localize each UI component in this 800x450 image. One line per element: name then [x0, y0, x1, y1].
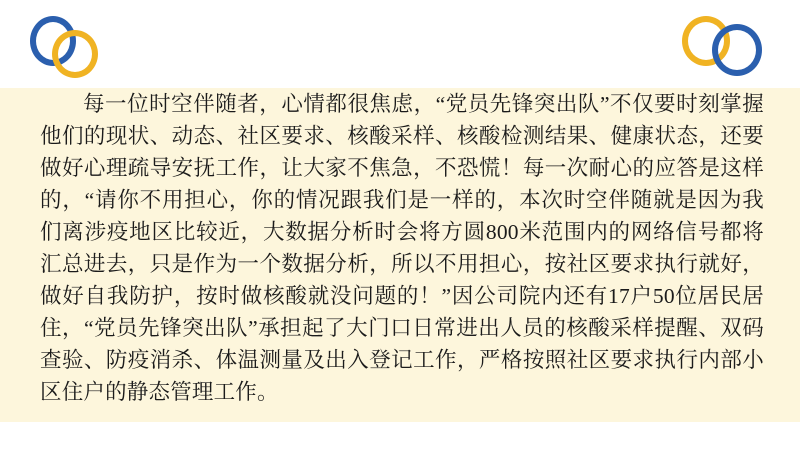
slide-body-paragraph: 每一位时空伴随者，心情都很焦虑，“党员先锋突出队”不仅要时刻掌握他们的现状、动态、社区要求、核酸采样、核酸检测结果、健康状态，还要做好心理疏导安抚工作，让大家不焦急，不恐慌！每一次耐心的应答是这样的，“请你不用担心，你的情况跟我们是一样的，本次时空伴随就是因为我们离涉疫地区比较近，大数据分析时会将方圆800米范围内的网络信号都将汇总进去，只是作为一个数据分析，所以不用担心，按社区要求执行就好，做好自我防护，按时做核酸就没问题的！”因公司院内还有17户50位居民居住，“党员先锋突出队”承担起了大门口日常进出人员的核酸采样提醒、双码查验、防疫消杀、体温测量及出入登记工作，严格按照社区要求执行内部小区住户的静态管理工作。 — [40, 92, 764, 404]
decorative-rings-right — [674, 14, 784, 80]
bottom-white-band — [0, 422, 800, 450]
decorative-rings-left — [16, 14, 126, 80]
circle-outline-icon — [712, 24, 762, 76]
circle-outline-icon — [52, 30, 98, 78]
